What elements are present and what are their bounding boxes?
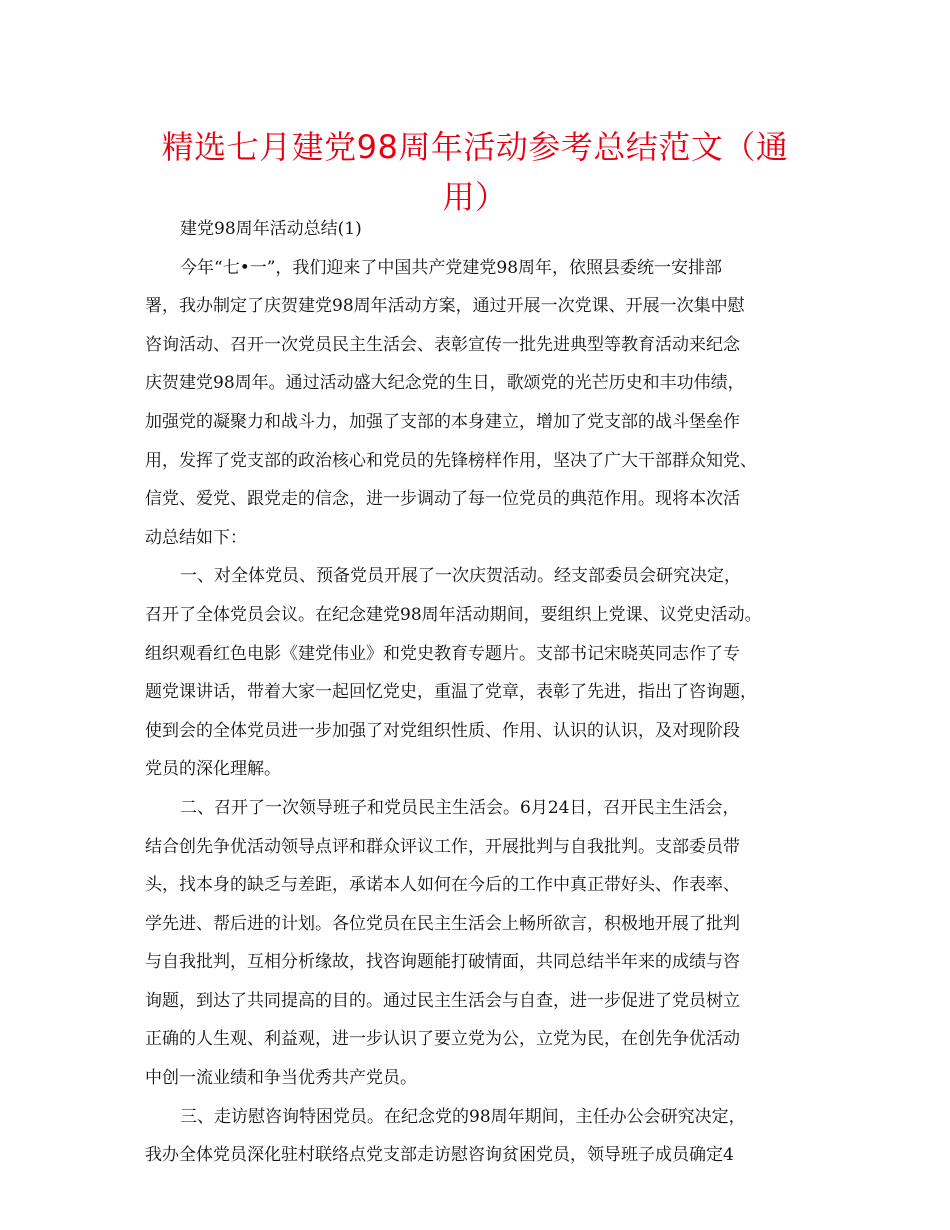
title-line: 精选七月建党98周年活动参考总结范文（通 (161, 128, 789, 166)
text-line: 使到会的全体党员进一步加强了对党组织性质、作用、认识的认识，及对现阶段 (145, 720, 740, 741)
text-line: 署，我办制定了庆贺建党98周年活动方案，通过开展一次党课、开展一次集中慰 (145, 296, 745, 317)
text-line: 正确的人生观、利益观，进一步认识了要立党为公，立党为民，在创先争优活动 (145, 1029, 740, 1050)
text-line: 题党课讲话，带着大家一起回忆党史，重温了党章，表彰了先进，指出了咨询题， (145, 682, 757, 703)
text-line: 动总结如下： (145, 527, 247, 548)
text-line: 头，找本身的缺乏与差距，承诺本人如何在今后的工作中真正带好头、作表率、 (145, 875, 740, 896)
text-line: 庆贺建党98周年。通过活动盛大纪念党的生日，歌颂党的光芒历史和丰功伟绩， (145, 373, 745, 394)
text-line: 中创一流业绩和争当优秀共产党员。 (145, 1068, 417, 1089)
text-line: 与自我批判，互相分析缘故，找咨询题能打破情面，共同总结半年来的成绩与咨 (145, 952, 740, 973)
document-title (150, 122, 800, 222)
text-line: 今年“七•一”，我们迎来了中国共产党建党98周年，依照县委统一安排部 (180, 257, 723, 278)
text-line: 询题，到达了共同提高的目的。通过民主生活会与自查，进一步促进了党员树立 (145, 990, 740, 1011)
text-line: 我办全体党员深化驻村联络点党支部走访慰咨询贫困党员，领导班子成员确定4 (145, 1145, 734, 1166)
text-line: 结合创先争优活动领导点评和群众评议工作，开展批判与自我批判。支部委员带 (145, 836, 740, 857)
text-line: 建党98周年活动总结(1) (180, 219, 362, 239)
text-line: 学先进、帮后进的计划。各位党员在民主生活会上畅所欲言，积极地开展了批判 (145, 913, 740, 934)
title-line: 用） (442, 178, 508, 216)
text-line: 一、对全体党员、预备党员开展了一次庆贺活动。经支部委员会研究决定， (180, 566, 741, 587)
text-line: 三、走访慰咨询特困党员。在纪念党的98周年期间，主任办公会研究决定， (180, 1106, 746, 1127)
text-line: 二、召开了一次领导班子和党员民主生活会。6月24日，召开民主生活会， (180, 797, 740, 818)
text-line: 用，发挥了党支部的政治核心和党员的先锋榜样作用，坚决了广大干部群众知党、 (145, 450, 757, 471)
text-line: 召开了全体党员会议。在纪念建党98周年活动期间，要组织上党课、议党史活动。 (145, 604, 762, 625)
text-line: 信党、爱党、跟党走的信念，进一步调动了每一位党员的典范作用。现将本次活 (145, 489, 740, 510)
text-line: 咨询活动、召开一次党员民主生活会、表彰宣传一批先进典型等教育活动来纪念 (145, 334, 740, 355)
document-body (145, 210, 800, 1175)
text-line: 加强党的凝聚力和战斗力，加强了支部的本身建立，增加了党支部的战斗堡垒作 (145, 411, 740, 432)
text-line: 党员的深化理解。 (145, 759, 281, 780)
text-line: 组织观看红色电影《建党伟业》和党史教育专题片。支部书记宋晓英同志作了专 (145, 643, 740, 664)
